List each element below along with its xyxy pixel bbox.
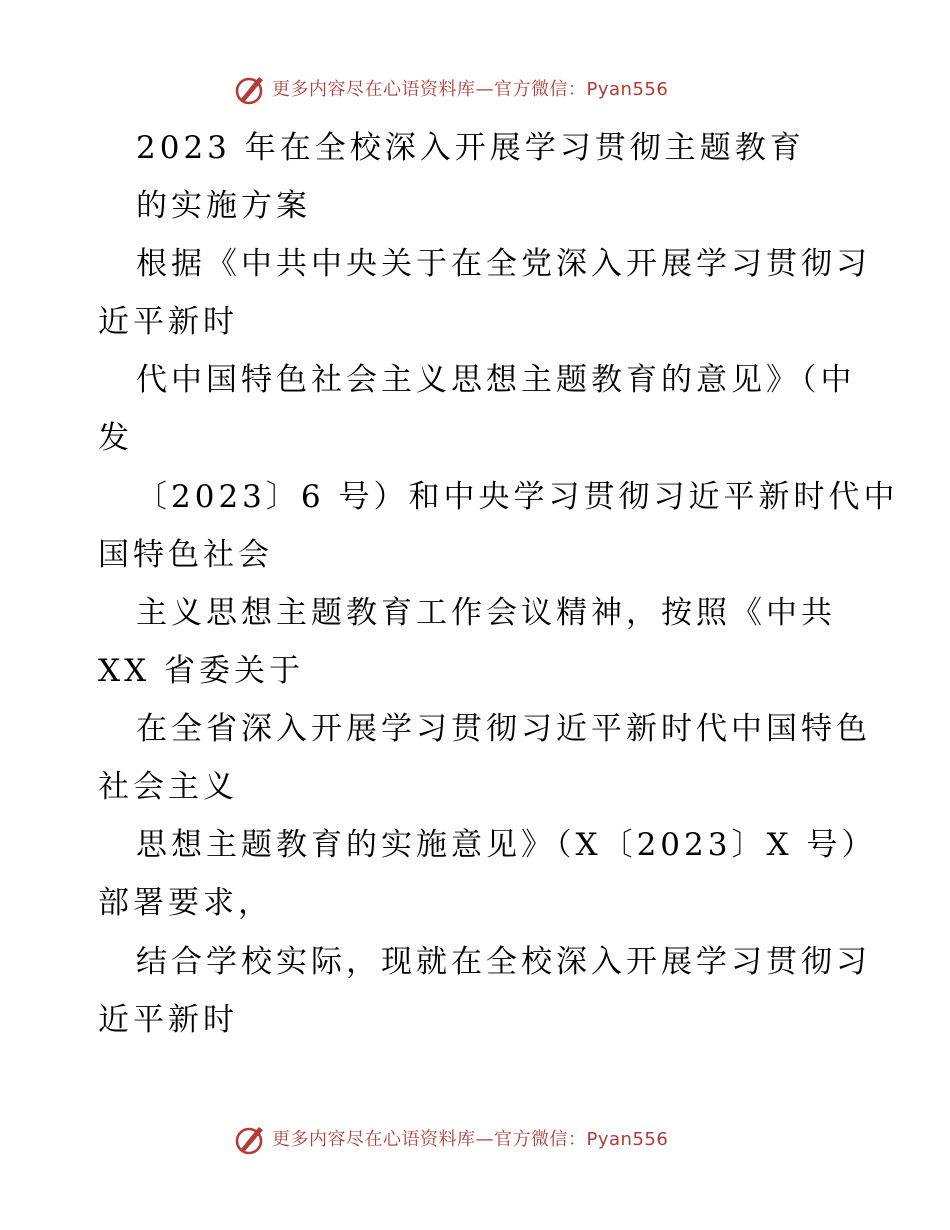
body-line: 社会主义 bbox=[98, 769, 238, 805]
body-line: 结合学校实际，现就在全校深入开展学习贯彻习 bbox=[136, 944, 871, 980]
watermark-text: 更多内容尽在心语资料库—官方微信：Pyan556 bbox=[272, 1129, 669, 1150]
body-line: 发 bbox=[98, 420, 133, 456]
document-title-line-1: 2023 年在全校深入开展学习贯彻主题教育 bbox=[136, 130, 805, 166]
body-line: 根据《中共中央关于在全党深入开展学习贯彻习 bbox=[136, 246, 871, 282]
watermark-text: 更多内容尽在心语资料库—官方微信：Pyan556 bbox=[272, 79, 669, 100]
pen-logo-icon bbox=[234, 1124, 266, 1156]
body-line: 在全省深入开展学习贯彻习近平新时代中国特色 bbox=[136, 711, 871, 747]
body-line: 近平新时 bbox=[98, 1002, 238, 1038]
document-title-line-2: 的实施方案 bbox=[136, 188, 311, 224]
body-line: 部署要求， bbox=[98, 885, 273, 921]
body-line: 代中国特色社会主义思想主题教育的意见》（中 bbox=[136, 362, 856, 398]
body-line: 国特色社会 bbox=[98, 537, 273, 573]
body-line: 近平新时 bbox=[98, 304, 238, 340]
watermark-footer bbox=[234, 1124, 668, 1156]
body-line: 主义思想主题教育工作会议精神，按照《中共 bbox=[136, 595, 836, 631]
body-line: 思想主题教育的实施意见》（X〔2023〕X 号） bbox=[136, 827, 877, 863]
body-line: 〔2023〕6 号）和中央学习贯彻习近平新时代中 bbox=[136, 479, 899, 515]
body-line: XX 省委关于 bbox=[98, 653, 304, 689]
